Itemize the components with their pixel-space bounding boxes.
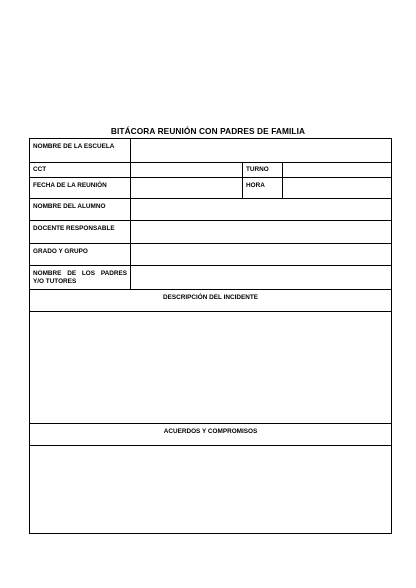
- row-acuerdos-body: [30, 446, 392, 534]
- label-grado: GRADO Y GRUPO: [30, 244, 131, 266]
- label-fecha: FECHA DE LA REUNIÓN: [30, 178, 131, 199]
- docente-field[interactable]: [131, 221, 392, 244]
- section-acuerdos-header: ACUERDOS Y COMPROMISOS: [30, 424, 392, 446]
- label-alumno: NOMBRE DEL ALUMNO: [30, 199, 131, 221]
- cct-field[interactable]: [131, 163, 243, 178]
- label-docente: DOCENTE RESPONSABLE: [30, 221, 131, 244]
- acuerdos-field[interactable]: [30, 446, 392, 534]
- label-hora: HORA: [243, 178, 283, 199]
- row-docente: [30, 221, 392, 244]
- row-padres: [30, 266, 392, 290]
- row-acuerdos-header: [30, 424, 392, 446]
- label-cct: CCT: [30, 163, 131, 178]
- row-incidente-body: [30, 312, 392, 424]
- hora-field[interactable]: [283, 178, 392, 199]
- row-fecha-hora: [30, 178, 392, 199]
- section-incidente-header: DESCRIPCIÓN DEL INCIDENTE: [30, 290, 392, 312]
- turno-field[interactable]: [283, 163, 392, 178]
- row-escuela: [30, 139, 392, 163]
- page-title: BITÁCORA REUNIÓN CON PADRES DE FAMILIA: [110, 126, 306, 136]
- row-grado: [30, 244, 392, 266]
- fecha-field[interactable]: [131, 178, 243, 199]
- incidente-field[interactable]: [30, 312, 392, 424]
- row-alumno: [30, 199, 392, 221]
- label-padres-line2: Y/O TUTORES: [33, 277, 77, 285]
- alumno-field[interactable]: [131, 199, 392, 221]
- row-incidente-header: [30, 290, 392, 312]
- label-padres: [30, 266, 131, 290]
- padres-field[interactable]: [131, 266, 392, 290]
- label-turno: TURNO: [243, 163, 283, 178]
- grado-field[interactable]: [131, 244, 392, 266]
- escuela-field[interactable]: [131, 139, 392, 163]
- meeting-log-form: [29, 138, 392, 534]
- label-padres-line1: NOMBRE DE LOS PADRES: [33, 269, 127, 277]
- label-escuela: NOMBRE DE LA ESCUELA: [30, 139, 131, 163]
- row-cct-turno: [30, 163, 392, 178]
